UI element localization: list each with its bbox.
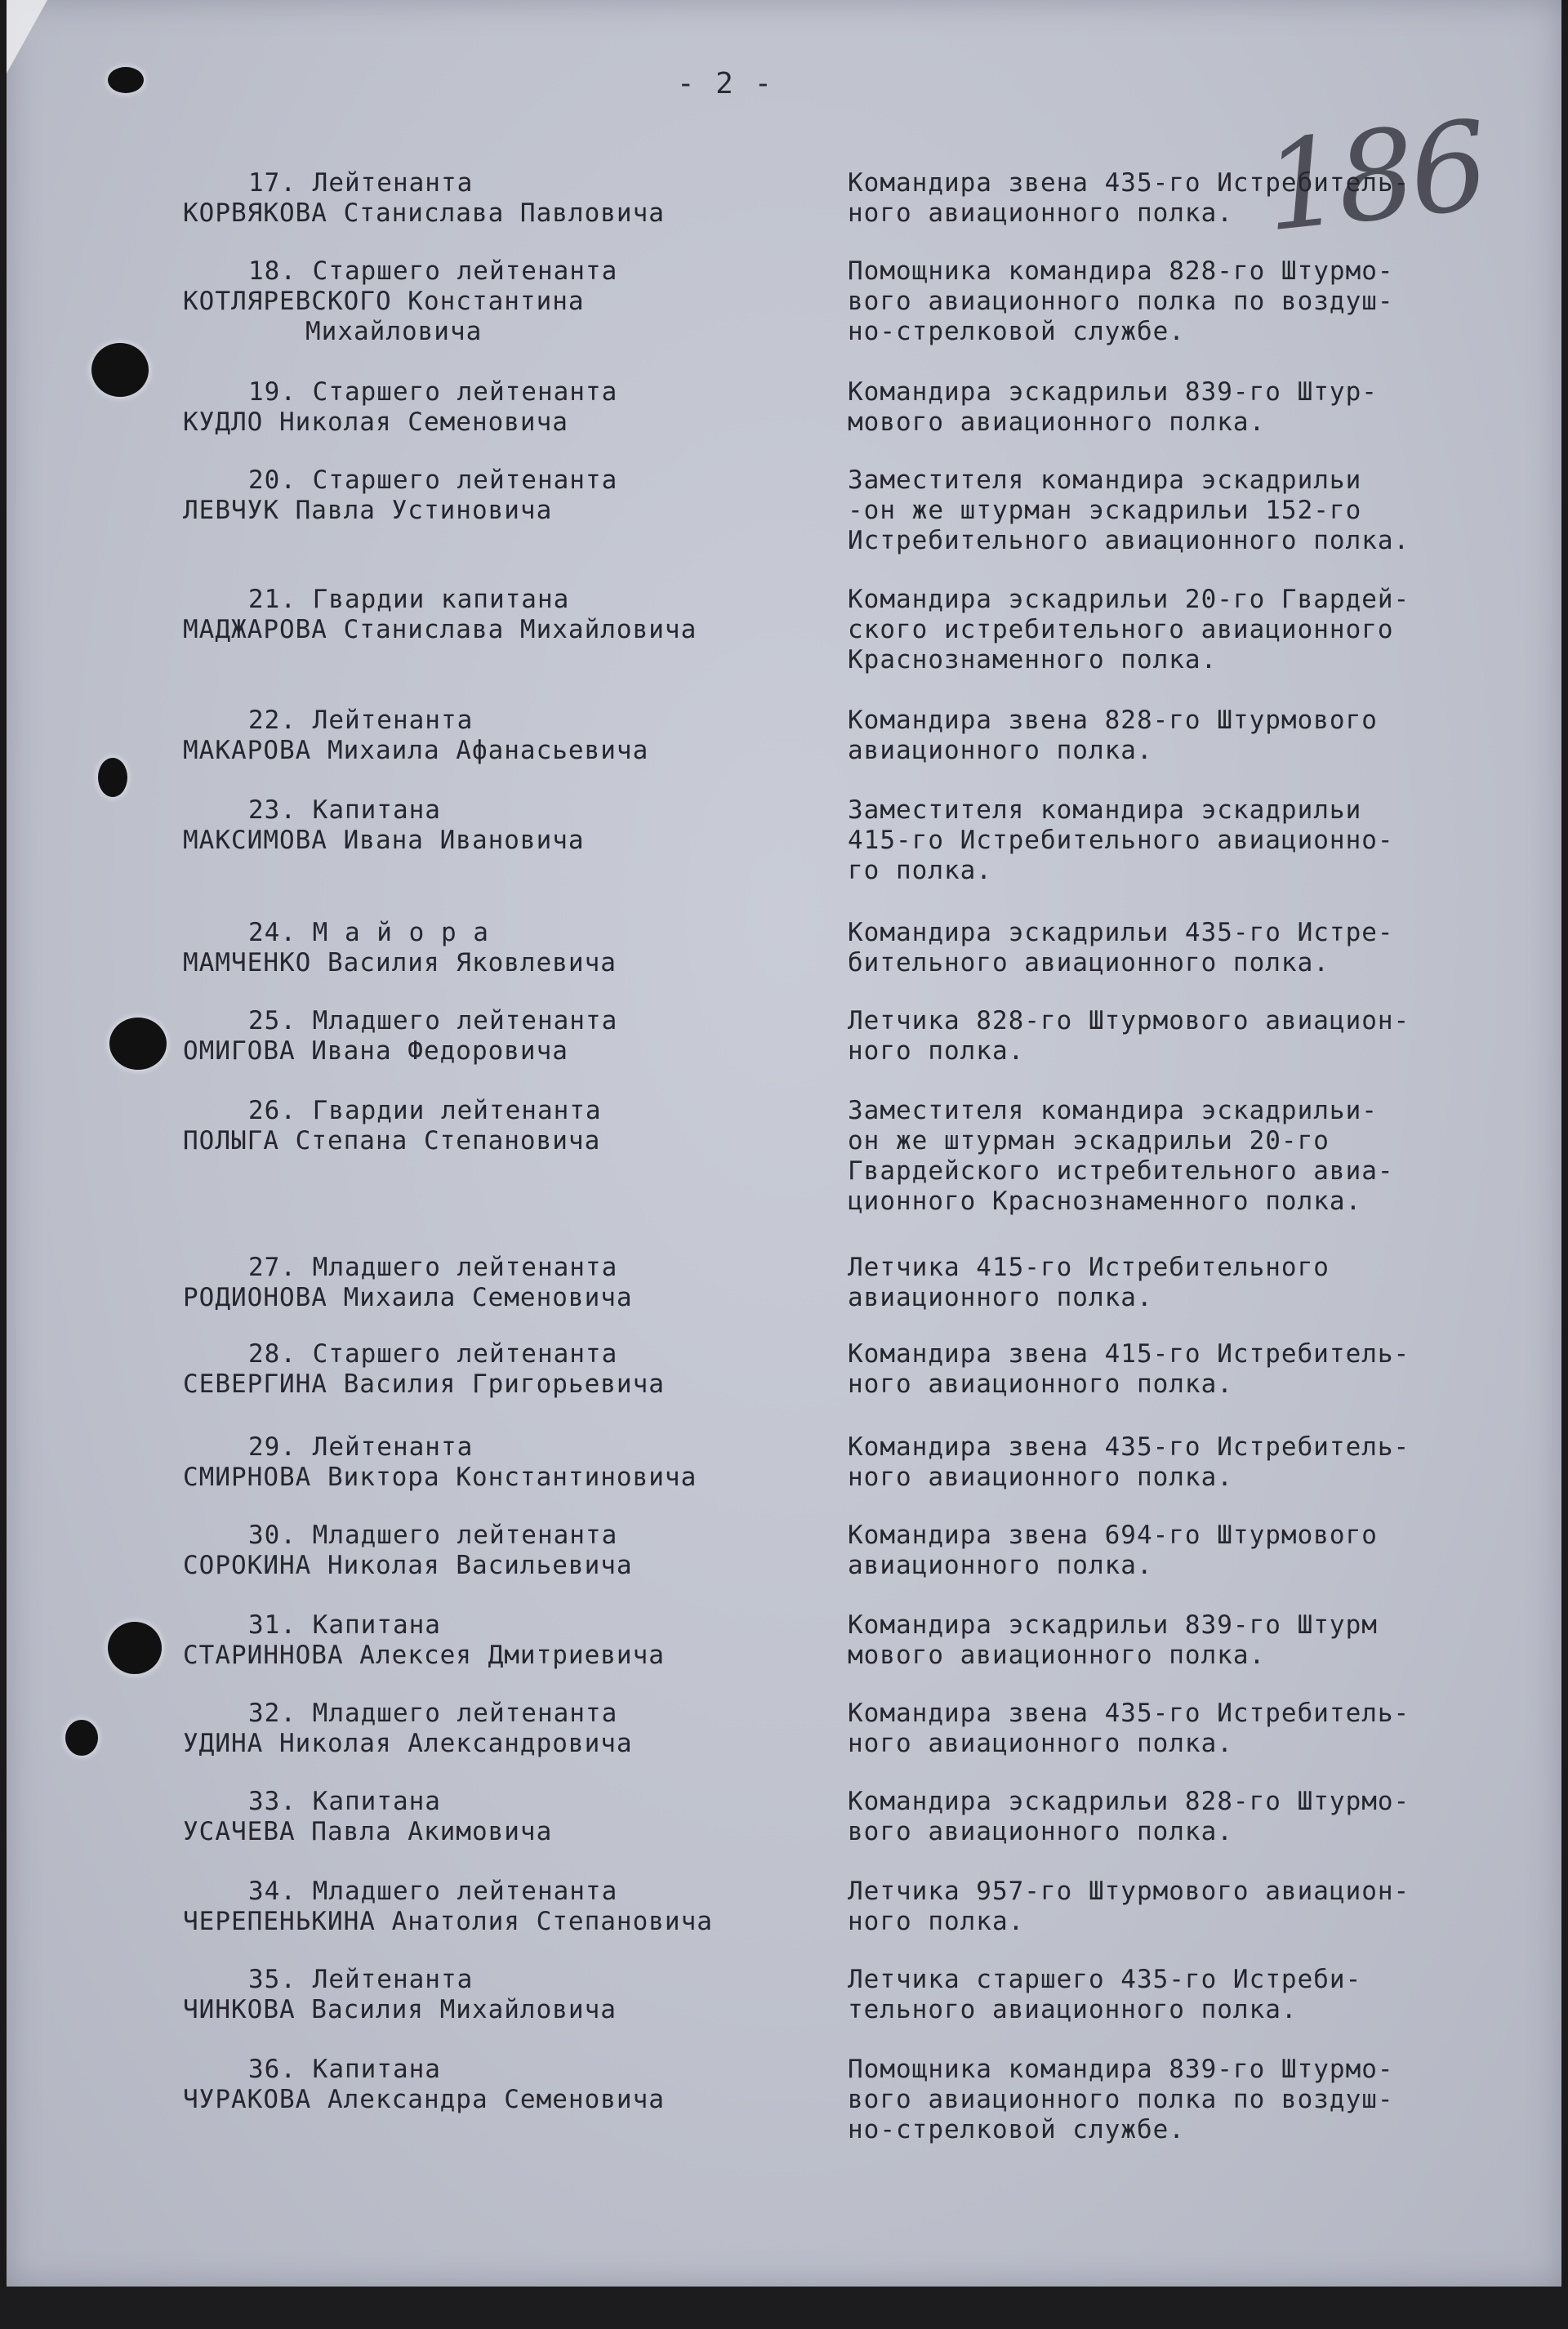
entry-position-line: мового авиационного полка. <box>848 407 1266 437</box>
entry-position-line: Заместителя командира эскадрильи <box>848 465 1362 495</box>
entry-position <box>848 377 1550 438</box>
entry-rank: 18. Старшего лейтенанта <box>248 256 618 286</box>
entry-position <box>848 1787 1550 1847</box>
entry-person <box>183 795 836 856</box>
entry-position-line: Краснознаменного полка. <box>848 645 1218 675</box>
folded-corner <box>7 0 47 73</box>
entry-position <box>848 1699 1550 1759</box>
entry-position <box>848 1339 1550 1400</box>
entry-position <box>848 2055 1550 2145</box>
entry-position-line: Помощника командира 839-го Штурмо- <box>848 2055 1394 2084</box>
entry-position-line: 415-го Истребительного авиационно- <box>848 826 1394 855</box>
entry-person <box>183 377 836 438</box>
background-edge <box>0 2287 1568 2329</box>
entry-position-line: авиационного полка. <box>848 1551 1153 1580</box>
entry-name: ЧУРАКОВА Александра Семеновича <box>183 2085 665 2114</box>
entry-position-line: го полка. <box>848 856 992 885</box>
entry-rank: 21. Гвардии капитана <box>248 585 570 614</box>
entry-position <box>848 1096 1550 1217</box>
entry-position-line: ного авиационного полка. <box>848 1729 1233 1758</box>
entry-rank: 24. М а й о р а <box>248 918 489 947</box>
entry-position-line: он же штурман эскадрильи 20-го <box>848 1126 1330 1156</box>
entry-name: СОРОКИНА Николая Васильевича <box>183 1551 633 1580</box>
entry-rank: 23. Капитана <box>248 795 441 825</box>
entry-name: ПОЛЫГА Степана Степановича <box>183 1126 601 1156</box>
entry-rank: 31. Капитана <box>248 1610 441 1640</box>
entry-person <box>183 1432 836 1493</box>
entry-rank: 30. Младшего лейтенанта <box>248 1521 618 1550</box>
entry-rank: 35. Лейтенанта <box>248 1965 474 1994</box>
punch-hole <box>108 1622 162 1674</box>
entry-person <box>183 2055 836 2115</box>
entry-position <box>848 256 1550 347</box>
entry-person <box>183 1787 836 1847</box>
entry-position-line: Командира эскадрильи 828-го Штурмо- <box>848 1787 1410 1816</box>
entry-position-line: Командира звена 435-го Истребитель- <box>848 1432 1410 1462</box>
entry-person <box>183 1610 836 1671</box>
entry-rank: 26. Гвардии лейтенанта <box>248 1096 602 1125</box>
entry-position-line: вого авиационного полка по воздуш- <box>848 287 1394 316</box>
entry-person <box>183 1339 836 1400</box>
entry-position-line: авиационного полка. <box>848 736 1153 765</box>
entry-position-line: Летчика 957-го Штурмового авиацион- <box>848 1877 1410 1906</box>
punch-hole <box>109 1018 167 1070</box>
entry-person <box>183 1877 836 1937</box>
entry-name: МАДЖАРОВА Станислава Михайловича <box>183 615 697 644</box>
entry-position-line: ционного Краснознаменного полка. <box>848 1187 1362 1216</box>
entry-name: ЛЕВЧУК Павла Устиновича <box>183 496 553 525</box>
entry-name: ЧЕРЕПЕНЬКИНА Анатолия Степановича <box>183 1907 713 1936</box>
entry-rank: 28. Старшего лейтенанта <box>248 1339 618 1369</box>
punch-hole <box>98 758 127 797</box>
punch-hole <box>65 1720 98 1756</box>
entry-position <box>848 1610 1550 1671</box>
entry-person <box>183 1253 836 1313</box>
entry-person <box>183 465 836 526</box>
entry-position-line: Командира звена 828-го Штурмового <box>848 706 1378 735</box>
entry-position <box>848 168 1550 229</box>
entry-person <box>183 1006 836 1067</box>
entry-name: ОМИГОВА Ивана Федоровича <box>183 1036 568 1066</box>
entry-name: КОТЛЯРЕВСКОГО Константина <box>183 287 585 316</box>
entry-name: КУДЛО Николая Семеновича <box>183 407 568 437</box>
entry-person <box>183 1096 836 1156</box>
entry-rank: 36. Капитана <box>248 2055 441 2084</box>
entry-position-line: Летчика старшего 435-го Истреби- <box>848 1965 1362 1994</box>
entry-person <box>183 1965 836 2025</box>
entry-name-continuation: Михайловича <box>305 317 483 346</box>
entry-position-line: Летчика 415-го Истребительного <box>848 1253 1330 1282</box>
entry-position-line: бительного авиационного полка. <box>848 948 1330 977</box>
entry-position <box>848 1521 1550 1581</box>
entry-position-line: Летчика 828-го Штурмового авиацион- <box>848 1006 1410 1035</box>
entry-name: УДИНА Николая Александровича <box>183 1729 633 1758</box>
entry-rank: 25. Младшего лейтенанта <box>248 1006 618 1035</box>
entry-position <box>848 1965 1550 2025</box>
entry-person <box>183 706 836 766</box>
entry-position <box>848 1253 1550 1313</box>
entry-position-line: Командира эскадрильи 839-го Штурм <box>848 1610 1378 1640</box>
entry-position-line: ного авиационного полка. <box>848 198 1233 228</box>
entry-rank: 32. Младшего лейтенанта <box>248 1699 618 1728</box>
document-sheet <box>7 0 1561 2287</box>
entry-name: СМИРНОВА Виктора Константиновича <box>183 1463 697 1492</box>
entry-position <box>848 795 1550 886</box>
entry-position-line: авиационного полка. <box>848 1283 1153 1312</box>
entry-position <box>848 706 1550 766</box>
entry-position <box>848 585 1550 675</box>
entry-position-line: Командира звена 694-го Штурмового <box>848 1521 1378 1550</box>
entry-position-line: Командира звена 435-го Истребитель- <box>848 168 1410 198</box>
entry-position-line: Командира эскадрильи 435-го Истре- <box>848 918 1394 947</box>
handwritten-folio-number: 186 <box>1257 95 1490 260</box>
entry-position-line: мового авиационного полка. <box>848 1641 1266 1670</box>
entry-name: МАКАРОВА Михаила Афанасьевича <box>183 736 649 765</box>
entry-rank: 19. Старшего лейтенанта <box>248 377 618 407</box>
entry-person <box>183 1699 836 1759</box>
entry-name: КОРВЯКОВА Станислава Павловича <box>183 198 665 228</box>
punch-hole <box>108 67 144 93</box>
entry-position <box>848 1877 1550 1937</box>
entry-position-line: но-стрелковой службе. <box>848 317 1185 346</box>
entry-name: СЕВЕРГИНА Василия Григорьевича <box>183 1369 665 1399</box>
punch-hole <box>91 343 149 397</box>
entry-position-line: но-стрелковой службе. <box>848 2115 1185 2144</box>
entry-position-line: Помощника командира 828-го Штурмо- <box>848 256 1394 286</box>
entry-position-line: ного полка. <box>848 1907 1025 1936</box>
entry-rank: 34. Младшего лейтенанта <box>248 1877 618 1906</box>
entry-person <box>183 256 836 347</box>
entry-position-line: ного авиационного полка. <box>848 1369 1233 1399</box>
entry-position-line: ного полка. <box>848 1036 1025 1066</box>
entry-position-line: вого авиационного полка. <box>848 1817 1233 1846</box>
entry-rank: 27. Младшего лейтенанта <box>248 1253 618 1282</box>
entry-position-line: ского истребительного авиационного <box>848 615 1394 644</box>
entry-position-line: Командира звена 435-го Истребитель- <box>848 1699 1410 1728</box>
entry-position-line: Гвардейского истребительного авиа- <box>848 1156 1394 1186</box>
entry-position-line: вого авиационного полка по воздуш- <box>848 2085 1394 2114</box>
entry-position <box>848 918 1550 978</box>
entry-rank: 33. Капитана <box>248 1787 441 1816</box>
entry-position <box>848 465 1550 556</box>
entry-name: МАМЧЕНКО Василия Яковлевича <box>183 948 617 977</box>
entry-position <box>848 1432 1550 1493</box>
entry-person <box>183 168 836 229</box>
entry-position-line: Заместителя командира эскадрильи <box>848 795 1362 825</box>
entry-person <box>183 1521 836 1581</box>
entry-position-line: Командира эскадрильи 839-го Штур- <box>848 377 1378 407</box>
entry-name: СТАРИННОВА Алексея Дмитриевича <box>183 1641 665 1670</box>
entry-name: МАКСИМОВА Ивана Ивановича <box>183 826 585 855</box>
entry-rank: 20. Старшего лейтенанта <box>248 465 618 495</box>
entry-position-line: Командира звена 415-го Истребитель- <box>848 1339 1410 1369</box>
entry-name: ЧИНКОВА Василия Михайловича <box>183 1995 617 2024</box>
entry-rank: 29. Лейтенанта <box>248 1432 474 1462</box>
entry-rank: 17. Лейтенанта <box>248 168 474 198</box>
entry-person <box>183 585 836 645</box>
entry-position <box>848 1006 1550 1067</box>
entry-name: УСАЧЕВА Павла Акимовича <box>183 1817 553 1846</box>
entry-position-line: Заместителя командира эскадрильи- <box>848 1096 1378 1125</box>
entry-person <box>183 918 836 978</box>
entry-rank: 22. Лейтенанта <box>248 706 474 735</box>
entry-position-line: тельного авиационного полка. <box>848 1995 1298 2024</box>
entry-position-line: Истребительного авиационного полка. <box>848 526 1410 555</box>
page-number: - 2 - <box>676 67 774 100</box>
entry-position-line: -он же штурман эскадрильи 152-го <box>848 496 1362 525</box>
entry-position-line: ного авиационного полка. <box>848 1463 1233 1492</box>
entry-name: РОДИОНОВА Михаила Семеновича <box>183 1283 633 1312</box>
entry-position-line: Командира эскадрильи 20-го Гвардей- <box>848 585 1410 614</box>
